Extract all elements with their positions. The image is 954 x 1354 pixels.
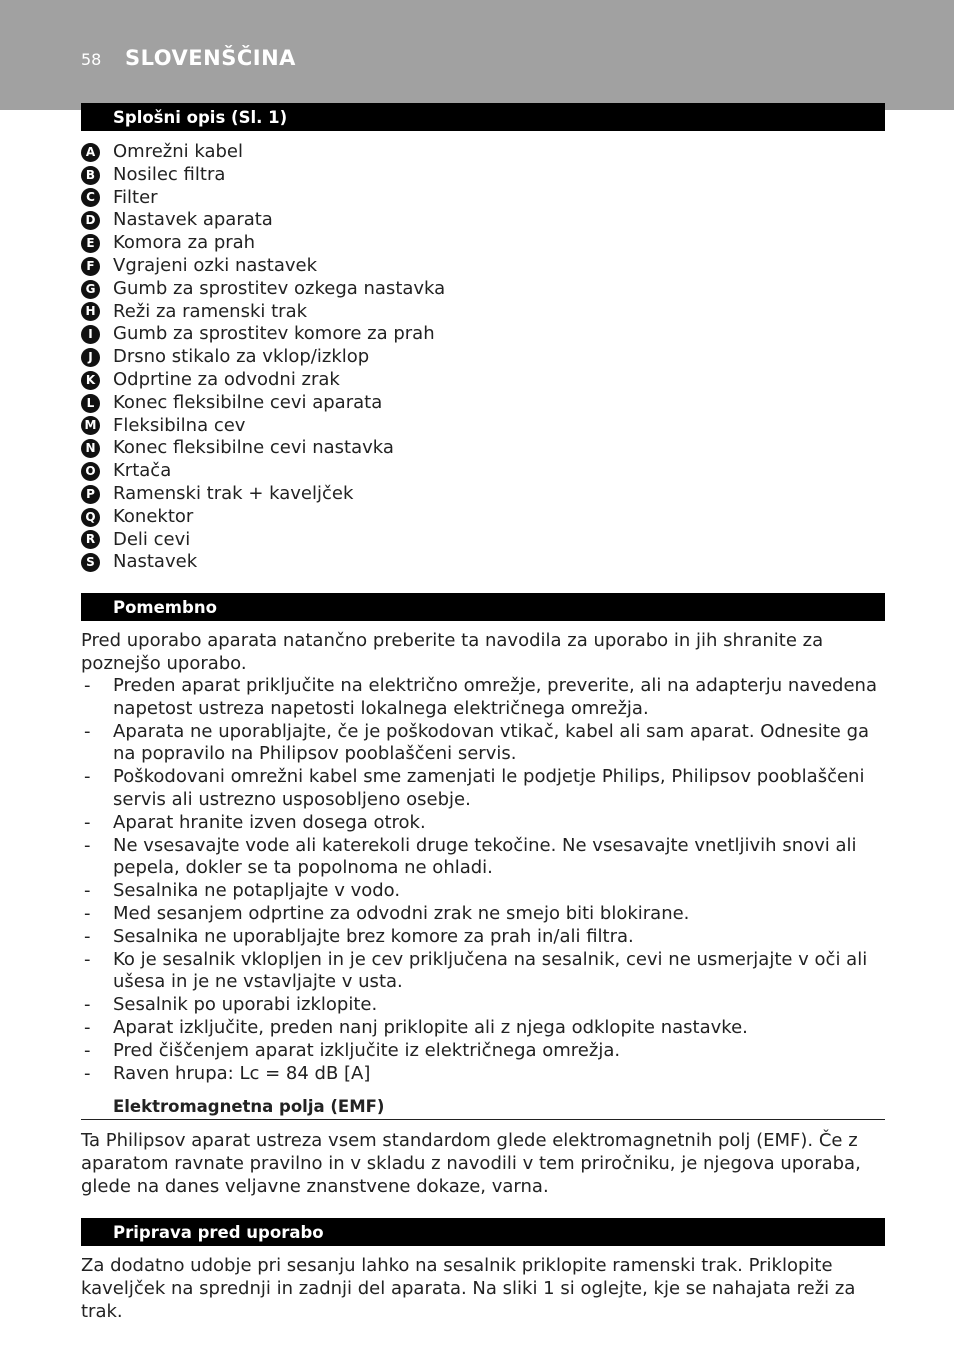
section-heading-important: Pomembno — [81, 593, 885, 621]
list-item — [81, 1063, 887, 1086]
letter-badge-icon: P — [81, 485, 100, 504]
letter-badge-icon: M — [81, 416, 100, 435]
list-item — [81, 551, 445, 574]
list-item — [81, 301, 445, 324]
list-item — [81, 392, 445, 415]
list-item — [81, 460, 445, 483]
list-item — [81, 675, 887, 721]
dash-icon: - — [84, 880, 91, 902]
list-item — [81, 141, 445, 164]
letter-badge-icon: C — [81, 188, 100, 207]
list-item — [81, 346, 445, 369]
list-item — [81, 1040, 887, 1063]
bullet-text: Med sesanjem odprtine za odvodni zrak ne smejo biti blokirane. — [113, 902, 690, 924]
bullet-text: Ne vsesavajte vode ali katerekoli druge tekočine. Ne vsesavajte vnetljivih snovi ali pepela, dokler se ta popolnoma ne ohladi. — [113, 834, 857, 879]
bullet-text: Sesalnika ne uporabljajte brez komore za prah in/ali filtra. — [113, 925, 634, 947]
part-label: Nastavek — [113, 551, 198, 573]
letter-badge-icon: Q — [81, 508, 100, 527]
part-label: Ramenski trak + kaveljček — [113, 482, 354, 504]
bullet-text: Aparat hranite izven dosega otrok. — [113, 811, 426, 833]
list-item — [81, 209, 445, 232]
dash-icon: - — [84, 925, 91, 947]
dash-icon: - — [84, 1016, 91, 1038]
list-item — [81, 187, 445, 210]
list-item — [81, 164, 445, 187]
letter-badge-icon: L — [81, 394, 100, 413]
list-item — [81, 903, 887, 926]
letter-badge-icon: J — [81, 348, 100, 367]
letter-badge-icon: B — [81, 166, 100, 185]
list-item — [81, 415, 445, 438]
bullet-text: Raven hrupa: Lc = 84 dB [A] — [113, 1062, 371, 1084]
section-heading-general-description: Splošni opis (Sl. 1) — [81, 103, 885, 131]
bullet-text: Preden aparat priključite na električno omrežje, preverite, ali na adapterju navedena napetost ustreza napetosti lokalnega električnega omrežja. — [113, 675, 877, 719]
part-label: Omrežni kabel — [113, 141, 243, 162]
emf-paragraph: Ta Philipsov aparat ustreza vsem standardom glede elektromagnetnih polj (EMF). Če z aparatom ravnate pravilno in v skladu z navodili v tem priročniku, je njegova uporaba, glede na danes veljavne znanstvene dokaze, varna. — [81, 1130, 861, 1197]
list-item — [81, 278, 445, 301]
letter-badge-icon: S — [81, 553, 100, 572]
list-item — [81, 232, 445, 255]
list-item — [81, 949, 887, 995]
important-bullet-list — [81, 675, 887, 1085]
important-intro: Pred uporabo aparata natančno preberite ta navodila za uporabo in jih shranite za poznejšo uporabo. — [81, 630, 824, 674]
letter-badge-icon: I — [81, 325, 100, 344]
bullet-text: Pred čiščenjem aparat izključite iz električnega omrežja. — [113, 1039, 621, 1061]
list-item — [81, 369, 445, 392]
dash-icon: - — [84, 675, 91, 696]
list-item — [81, 506, 445, 529]
list-item — [81, 812, 887, 835]
bullet-text: Aparat izključite, preden nanj priklopite ali z njega odklopite nastavke. — [113, 1016, 748, 1038]
list-item — [81, 1017, 887, 1040]
list-item — [81, 483, 445, 506]
part-label: Nastavek aparata — [113, 209, 273, 231]
part-label: Drsno stikalo za vklop/izklop — [113, 346, 370, 368]
list-item — [81, 323, 445, 346]
part-label: Filter — [113, 186, 158, 208]
parts-list — [81, 141, 445, 574]
part-label: Konektor — [113, 505, 194, 527]
letter-badge-icon: N — [81, 439, 100, 458]
dash-icon: - — [84, 994, 91, 1016]
dash-icon: - — [84, 720, 91, 742]
part-label: Nosilec filtra — [113, 163, 226, 185]
letter-badge-icon: A — [81, 143, 100, 162]
bullet-text: Sesalnik po uporabi izklopite. — [113, 994, 378, 1016]
subheading-emf: Elektromagnetna polja (EMF) — [81, 1097, 885, 1120]
letter-badge-icon: G — [81, 280, 100, 299]
part-label: Konec fleksibilne cevi nastavka — [113, 437, 394, 459]
part-label: Vgrajeni ozki nastavek — [113, 254, 318, 276]
list-item — [81, 926, 887, 949]
part-label: Odprtine za odvodni zrak — [113, 368, 340, 390]
part-label: Komora za prah — [113, 232, 256, 254]
letter-badge-icon: R — [81, 530, 100, 549]
letter-badge-icon: K — [81, 371, 100, 390]
dash-icon: - — [84, 766, 91, 788]
dash-icon: - — [84, 902, 91, 924]
list-item — [81, 255, 445, 278]
part-label: Deli cevi — [113, 528, 191, 550]
bullet-text: Sesalnika ne potapljajte v vodo. — [113, 880, 401, 902]
bullet-text: Ko je sesalnik vklopljen in je cev priključena na sesalnik, cevi ne usmerjajte v oči ali ušesa in je ne vstavljajte v usta. — [113, 948, 868, 993]
dash-icon: - — [84, 1062, 91, 1084]
language-title: SLOVENŠČINA — [125, 46, 296, 70]
list-item — [81, 529, 445, 552]
part-label: Reži za ramenski trak — [113, 300, 308, 322]
letter-badge-icon: D — [81, 211, 100, 230]
page-number: 58 — [81, 50, 102, 69]
part-label: Fleksibilna cev — [113, 414, 246, 436]
letter-badge-icon: O — [81, 462, 100, 481]
bullet-text: Poškodovani omrežni kabel sme zamenjati le podjetje Philips, Philipsov pooblaščeni servis ali ustrezno usposobljeno osebje. — [113, 766, 865, 810]
part-label: Gumb za sprostitev komore za prah — [113, 323, 435, 345]
part-label: Gumb za sprostitev ozkega nastavka — [113, 277, 446, 299]
preparation-paragraph: Za dodatno udobje pri sesanju lahko na sesalnik priklopite ramenski trak. Priklopite kaveljček na sprednji in zadnji del aparata. Na sliki 1 si oglejte, kje se nahajata reži za trak. — [81, 1255, 856, 1322]
bullet-text: Aparata ne uporabljajte, če je poškodovan vtikač, kabel ali sam aparat. Odnesite ga na popravilo na Philipsov pooblaščeni servis. — [113, 720, 870, 765]
list-item — [81, 835, 887, 881]
letter-badge-icon: E — [81, 234, 100, 253]
header-bar — [0, 0, 954, 110]
dash-icon: - — [84, 834, 91, 856]
section-heading-preparation: Priprava pred uporabo — [81, 1218, 885, 1246]
letter-badge-icon: H — [81, 302, 100, 321]
part-label: Konec fleksibilne cevi aparata — [113, 391, 383, 413]
list-item — [81, 766, 887, 812]
list-item — [81, 721, 887, 767]
list-item — [81, 880, 887, 903]
dash-icon: - — [84, 948, 91, 970]
dash-icon: - — [84, 811, 91, 833]
dash-icon: - — [84, 1039, 91, 1061]
list-item — [81, 437, 445, 460]
list-item — [81, 994, 887, 1017]
letter-badge-icon: F — [81, 257, 100, 276]
part-label: Krtača — [113, 460, 172, 482]
